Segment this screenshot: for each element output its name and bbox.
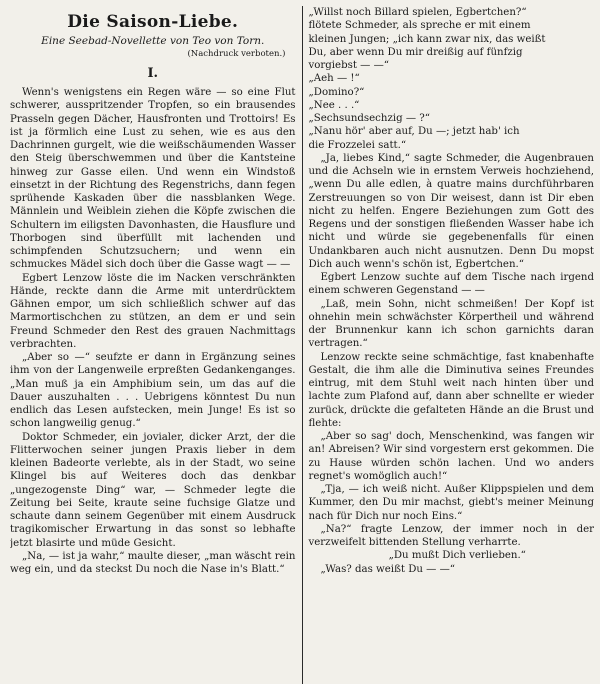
paragraph: „Tja, — ich weiß nicht. Außer Klippspielen und dem Kummer, den Du mir machst, giebt's meiner Meinung nach für Dich nur noch Eins.“ [308, 484, 594, 522]
text-line: vorgiebst — —“ [308, 60, 389, 71]
paragraph: „Laß, mein Sohn, nicht schmeißen! Der Kopf ist ohnehin mein schwächster Körpertheil und während der Brunnenkur kann ich schon garnichts daran vertragen.“ [308, 298, 594, 350]
paragraph: Egbert Lenzow löste die im Nacken verschränkten Hände, reckte dann die Arme mit unterdrücktem Gähnen empor, um sich schließlich schwer auf das Marmortischchen zu stützen, an dem er und sein Freund Schmeder den Rest des grauen Nachmittags verbrachten. [10, 272, 296, 350]
story-subtitle: Eine Seebad-Novellette von Teo von Torn. [41, 35, 265, 47]
text-line: kleinen Jungen; „ich kann zwar nix, das weißt [308, 33, 546, 45]
paragraph: „Ja, liebes Kind,“ sagte Schmeder, die Augenbrauen und die Achseln wie in ernstem Verweis hochziehend, „wenn Du alle edlen, à quatre mains durchführbaren Zerstreuungen so von Dir weisest, dann ist Dir eben nicht zu helfen. Engere Beziehungen zum Gott des Regens und der sonstigen fließenden Wasser habe ich nicht und würde sie gegebenenfalls für einen Undankbaren auch nicht ausnutzen. Denn Du mopst Dich auch wenn's schön ist, Egbertchen.“ [308, 152, 594, 270]
text-line: Du, aber wenn Du mir dreißig auf fünfzig [308, 46, 523, 58]
paragraph: Egbert Lenzow suchte auf dem Tische nach irgend einem schweren Gegenstand — — [308, 272, 594, 297]
text-line: die Frozzelei satt.“ [308, 139, 407, 151]
text-line: „Nee . . .“ [308, 99, 360, 111]
text-line: „Sechsundsechzig — ?“ [308, 113, 430, 124]
text-line: „Aeh — !“ [308, 73, 360, 85]
paragraph: „Du mußt Dich verlieben.“ [388, 550, 526, 562]
text-line: „Domino?“ [308, 86, 365, 98]
right-column [303, 6, 595, 684]
paragraph: „Aber so —“ seufzte er dann in Ergänzung seines ihm von der Langenweile erpreßten Gedankenganges. „Man muß ja ein Amphibium sein, um das auf die Dauer auszuhalten . . . Uebrigens könntest Du nun endlich das Lesen aufstecken, mein Junge! Es ist so schon langweilig genug.“ [10, 352, 296, 430]
text-line: „Nanu hör' aber auf, Du —; jetzt hab' ich [308, 126, 520, 138]
paragraph: „Was? das weißt Du — —“ [320, 563, 455, 575]
paragraph: „Aber so sag' doch, Menschenkind, was fangen wir an! Abreisen? Wir sind vorgestern erst gekommen. Die zu Hause würden schön lachen. Und wo anders regnet's womöglich auch!“ [308, 431, 594, 482]
section-numeral: I. [147, 66, 159, 81]
columns [10, 6, 594, 684]
paragraph: Wenn's wenigstens ein Regen wäre — so eine Flut schwerer, ausspritzender Tropfen, so ein brausendes Prasseln gegen Dächer, Hausfronten und Trottoirs! Es ist ja förmlich eine Lust zu sehen, wie es aus den Dachrinnen gurgelt, wie die weißschäumenden Wasser den Steig überschwemmen und über die Kantsteine hinweg zur Gasse eilen. Und wenn ein Windstoß einsetzt in der Richtung des Regenstrichs, dann fegen sprühende Kaskaden über die nassblanken Wege. Männlein und Weiblein ziehen die Köpfe zwischen die Schultern im eiligsten Davonhasten, die Hausflure und Thorbogen sind überfüllt mit lachenden und schimpfenden Schutzsuchern; und wenn ein schmuckes Mädel sich doch über die Gasse wagt — — [10, 87, 296, 271]
story-title: Die Saison-Liebe. [67, 12, 239, 32]
text-line: „Willst noch Billard spielen, Egbertchen?“ [308, 7, 527, 18]
paragraph: „Na, — ist ja wahr,“ maulte dieser, „man wäscht rein weg ein, und da steckst Du noch die Nase in's Blatt.“ [10, 550, 296, 575]
paragraph: „Na?“ fragte Lenzow, der immer noch in der verzweifelt bittenden Stellung verharrte. [308, 523, 594, 548]
paragraph: Lenzow reckte seine schmächtige, fast knabenhafte Gestalt, die ihm alle die Diminutiva seines Freundes eintrug, mit dem Stuhl weit nach hinten über und lachte zum Plafond auf, dann aber schnellte er wieder zurück, drückte die gefalteten Hände an die Brust und flehte: [308, 351, 594, 429]
paragraph: Doktor Schmeder, ein jovialer, dicker Arzt, der die Flitterwochen seiner jungen Praxis lieber in dem kleinen Badeorte verlebte, als in der Stadt, wo seine Klingel bis auf Weiteres doch das denkbar „ungezogenste Ding“ war, — Schmeder legte die Zeitung bei Seite, kraute seine fuchsige Glatze und schaute dann seinem Gegenüber mit einem Ausdruck tragikomischer Erwartung in das sonst so lebhafte jetzt blasirte und müde Gesicht. [10, 431, 296, 549]
reprint-note: (Nachdruck verboten.) [187, 49, 286, 59]
text-line: flötete Schmeder, als spreche er mit einem [308, 20, 531, 32]
left-column [10, 6, 302, 684]
